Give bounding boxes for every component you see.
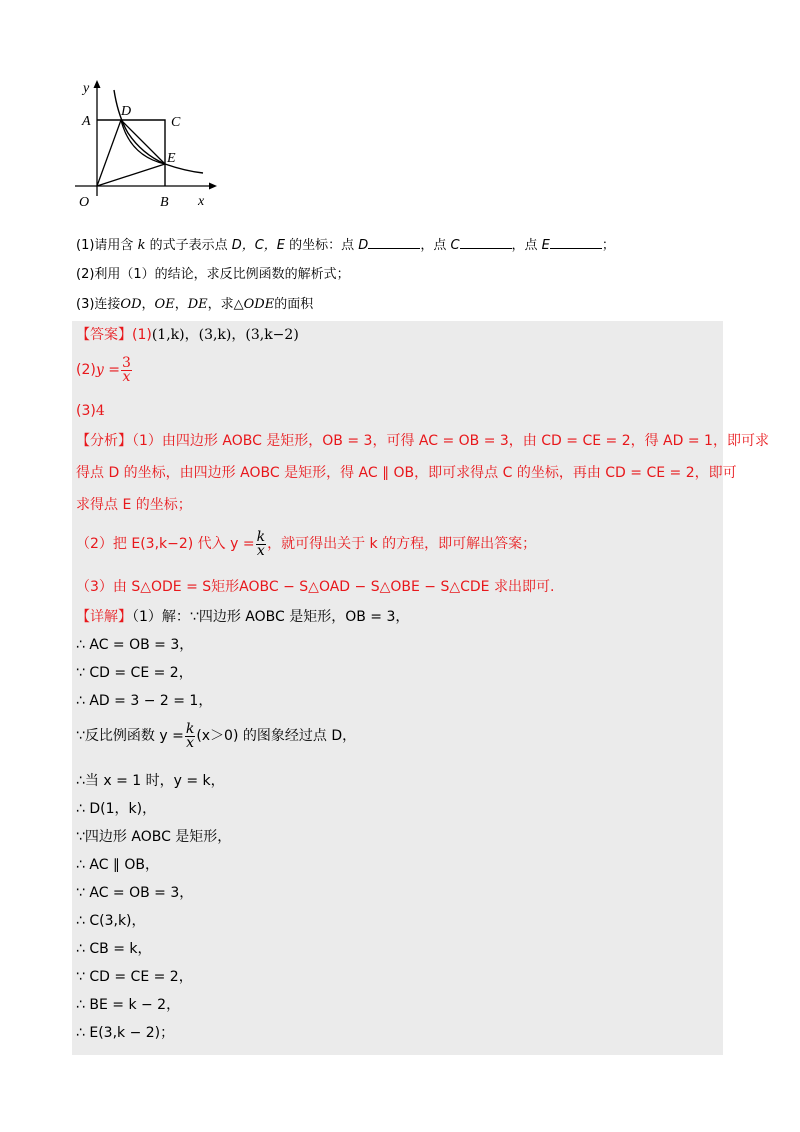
q3-end: 的面积 bbox=[274, 297, 314, 312]
analysis-tag: 【分析】 bbox=[76, 433, 132, 449]
detail-5-num: k bbox=[185, 720, 195, 737]
x-axis-arrow bbox=[209, 183, 217, 190]
detail-line-3: ∵ CD = CE = 2， bbox=[76, 665, 193, 681]
analysis-4b: ，就可得出关于 k 的方程，即可解出答案； bbox=[267, 536, 537, 552]
label-x: x bbox=[198, 194, 205, 209]
answer-2-y: y = bbox=[95, 362, 120, 378]
answer-line-3 bbox=[76, 401, 105, 421]
detail-line-7: ∴ D(1，k)， bbox=[76, 801, 157, 817]
q3-od: OD bbox=[120, 297, 142, 312]
q3-oe: OE bbox=[154, 297, 175, 312]
answer-3-value: 4 bbox=[95, 403, 105, 419]
answer-2-fraction bbox=[121, 354, 132, 385]
detail-line-4: ∴ AD = 3 − 2 = 1， bbox=[76, 693, 213, 709]
label-c: C bbox=[171, 115, 181, 130]
geometry-figure bbox=[70, 78, 220, 213]
answer-1-label: (1) bbox=[132, 327, 152, 343]
question-3 bbox=[76, 296, 313, 314]
blank-c bbox=[460, 236, 512, 249]
label-o: O bbox=[79, 195, 90, 210]
hyperbola-curve bbox=[114, 90, 203, 173]
analysis-4-fraction bbox=[256, 528, 266, 559]
detail-line-13: ∵ CD = CE = 2， bbox=[76, 969, 193, 985]
detail-line-8: ∵四边形 AOBC 是矩形， bbox=[76, 829, 232, 845]
q3-prefix: (3)连接 bbox=[76, 297, 121, 312]
analysis-line-3: 求得点 E 的坐标； bbox=[76, 497, 192, 513]
question-1 bbox=[76, 236, 615, 255]
detail-line-11: ∴ C(3,k)， bbox=[76, 913, 146, 929]
q1-k: k bbox=[137, 238, 146, 253]
answer-line-1 bbox=[76, 325, 299, 345]
solution-panel bbox=[72, 321, 769, 1055]
question-2: (2)利用（1）的结论，求反比例函数的解析式； bbox=[76, 267, 350, 282]
answer-2-den: x bbox=[122, 368, 131, 385]
q1-comma2: ，点 bbox=[511, 238, 542, 253]
detail-line-6: ∴当 x = 1 时，y = k， bbox=[76, 773, 225, 789]
analysis-line-1 bbox=[76, 431, 769, 451]
q1-prefix: (1)请用含 bbox=[76, 238, 138, 253]
q1-end: ； bbox=[601, 238, 615, 253]
detail-text-1: （1）解：∵四边形 AOBC 是矩形，OB = 3， bbox=[132, 609, 410, 625]
q1-comma1: ，点 bbox=[420, 238, 451, 253]
label-d: D bbox=[121, 104, 132, 119]
detail-5-fraction bbox=[185, 720, 195, 751]
blank-e bbox=[550, 236, 602, 249]
detail-line-15: ∴ E(3,k − 2)； bbox=[76, 1025, 175, 1041]
segment-oe bbox=[97, 164, 165, 186]
label-a: A bbox=[82, 114, 91, 129]
segment-od bbox=[97, 120, 121, 186]
q1-suffix: 的坐标：点 bbox=[285, 238, 359, 253]
detail-line-5 bbox=[76, 719, 356, 753]
label-y: y bbox=[83, 81, 90, 96]
detail-tag: 【详解】 bbox=[76, 609, 132, 625]
detail-5b: (x＞0) 的图象经过点 D， bbox=[196, 728, 357, 744]
q3-ode: ODE bbox=[243, 297, 275, 312]
detail-line-12: ∴ CB = k， bbox=[76, 941, 152, 957]
analysis-line-5: （3）由 S△ODE = S矩形AOBC − S△OAD − S△OBE − S△CDE 求出即可. bbox=[76, 579, 555, 595]
analysis-4-num: k bbox=[256, 528, 266, 545]
detail-line-10: ∵ AC = OB = 3， bbox=[76, 885, 194, 901]
segment-de bbox=[121, 120, 165, 164]
analysis-line-4 bbox=[76, 527, 536, 561]
detail-line-14: ∴ BE = k − 2， bbox=[76, 997, 181, 1013]
answer-line-2 bbox=[76, 353, 133, 387]
q3-sep1: ， bbox=[141, 297, 155, 312]
detail-line-9: ∴ AC ∥ OB， bbox=[76, 857, 159, 873]
answer-1-text: (1,k)，(3,k)，(3,k−2) bbox=[151, 327, 299, 343]
detail-5-den: x bbox=[186, 734, 195, 751]
q3-sep2: ， bbox=[174, 297, 188, 312]
answer-2-num: 3 bbox=[121, 354, 131, 371]
detail-5a: ∵反比例函数 y = bbox=[76, 728, 184, 744]
blank-d bbox=[368, 236, 420, 249]
analysis-text-1: （1）由四边形 AOBC 是矩形，OB = 3，可得 AC = OB = 3，由 CD = CE = 2，得 AD = 1，即可求 bbox=[132, 433, 769, 449]
q1-point-d: D bbox=[358, 238, 369, 253]
q1-point-e: E bbox=[541, 238, 550, 253]
answer-2-label: (2) bbox=[76, 362, 96, 378]
q3-mid: ，求△ bbox=[207, 297, 244, 312]
q1-dce: D，C，E bbox=[231, 238, 286, 253]
answer-3-label: (3) bbox=[76, 403, 96, 419]
q1-mid: 的式子表示点 bbox=[145, 238, 232, 253]
y-axis-arrow bbox=[94, 80, 101, 88]
analysis-line-2: 得点 D 的坐标，由四边形 AOBC 是矩形，得 AC ∥ OB，即可求得点 C 的坐标，再由 CD = CE = 2，即可 bbox=[76, 465, 737, 481]
q3-de: DE bbox=[187, 297, 208, 312]
label-b: B bbox=[160, 195, 169, 210]
detail-line-2: ∴ AC = OB = 3， bbox=[76, 637, 194, 653]
analysis-4-den: x bbox=[256, 542, 265, 559]
analysis-4a: （2）把 E(3,k−2) 代入 y = bbox=[76, 536, 255, 552]
detail-line-1 bbox=[76, 607, 409, 627]
q1-point-c: C bbox=[450, 238, 460, 253]
answer-tag: 【答案】 bbox=[76, 327, 132, 343]
label-e: E bbox=[167, 151, 176, 166]
